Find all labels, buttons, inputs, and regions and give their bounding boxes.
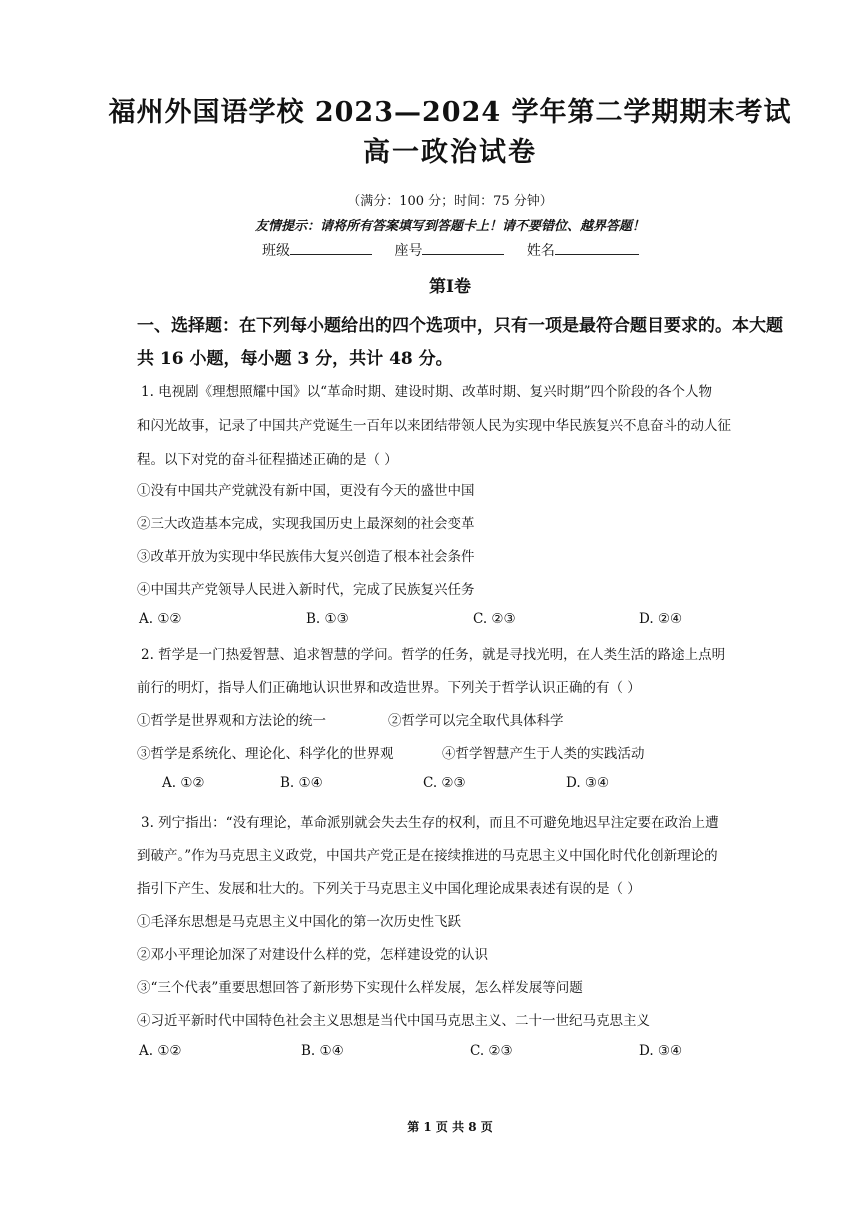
q3-statement-1: ①毛泽东思想是马克思主义中国化的第一次历史性飞跃 [137,914,461,930]
q2-statement-1: ①哲学是世界观和方法论的统一 [137,713,326,729]
q3-option-b: B. ①④ [301,1043,344,1059]
exam-tip: 友情提示：请将所有答案填写到答题卡上！请不要错位、越界答题！ [254,219,645,234]
q3-statement-4: ④习近平新时代中国特色社会主义思想是当代中国马克思主义、二十一世纪马克思主义 [137,1013,650,1029]
q3-stem-line3: 指引下产生、发展和壮大的。下列关于马克思主义中国化理论成果表述有误的是（ ） [137,881,641,897]
q2-stem-line1: 2. 哲学是一门热爱智慧、追求智慧的学问。哲学的任务，就是寻找光明，在人类生活的路途上点明 [141,647,726,663]
q2-option-c: C. ②③ [423,775,466,791]
q2-statement-4: ④哲学智慧产生于人类的实践活动 [442,746,645,762]
q2-option-d: D. ③④ [566,775,610,791]
q1-statement-1: ①没有中国共产党就没有新中国，更没有今天的盛世中国 [137,483,475,499]
q1-statement-3: ③改革开放为实现中华民族伟大复兴创造了根本社会条件 [137,549,475,565]
q1-option-a: A. ①② [139,611,182,627]
student-info-fields [262,240,639,260]
exam-meta: （满分：100 分；时间：75 分钟） [347,194,553,209]
name-label: 姓名 [526,243,555,259]
exam-subtitle: 高一政治试卷 [363,137,537,168]
q3-statement-2: ②邓小平理论加深了对建设什么样的党，怎样建设党的认识 [137,947,488,963]
q3-stem-line2: 到破产。”作为马克思主义政党，中国共产党正是在接续推进的马克思主义中国化时代化创新理论的 [137,848,718,864]
name-blank [555,240,639,255]
q1-statement-4: ④中国共产党领导人民进入新时代，完成了民族复兴任务 [137,582,475,598]
class-blank [290,240,372,255]
seat-label: 座号 [394,243,423,259]
q2-stem-line2: 前行的明灯，指导人们正确地认识世界和改造世界。下列关于哲学认识正确的有（ ） [137,680,641,696]
section-heading: 一、选择题：在下列每小题给出的四个选项中，只有一项是最符合题目要求的。本大题共 16 小题，每小题 3 分，共计 48 分。 [137,316,783,369]
exam-title: 福州外国语学校 2023—2024 学年第二学期期末考试 [108,97,792,128]
q3-option-d: D. ③④ [639,1043,683,1059]
volume-heading: 第Ⅰ卷 [429,277,471,297]
q1-statement-2: ②三大改造基本完成，实现我国历史上最深刻的社会变革 [137,516,475,532]
q3-stem-line1: 3. 列宁指出：“没有理论，革命派别就会失去生存的权利，而且不可避免地迟早注定要在政治上遭 [141,815,719,831]
q2-option-a: A. ①② [162,775,205,791]
q3-statement-3: ③“三个代表”重要思想回答了新形势下实现什么样发展，怎么样发展等问题 [137,980,583,996]
q2-statement-2: ②哲学可以完全取代具体科学 [388,713,564,729]
page-number: 第 1 页 共 8 页 [407,1120,493,1134]
q3-option-c: C. ②③ [470,1043,513,1059]
q1-option-d: D. ②④ [639,611,683,627]
q1-stem-line3: 程。以下对党的奋斗征程描述正确的是（ ） [137,452,398,468]
q1-stem-line1: 1. 电视剧《理想照耀中国》以“革命时期、建设时期、改革时期、复兴时期”四个阶段的各个人物 [141,384,712,400]
class-label: 班级 [262,243,290,259]
seat-blank [422,240,504,255]
q2-statement-3: ③哲学是系统化、理论化、科学化的世界观 [137,746,394,762]
q3-option-a: A. ①② [139,1043,182,1059]
q1-option-c: C. ②③ [473,611,516,627]
q1-option-b: B. ①③ [306,611,349,627]
q2-option-b: B. ①④ [280,775,323,791]
q1-stem-line2: 和闪光故事，记录了中国共产党诞生一百年以来团结带领人民为实现中华民族复兴不息奋斗的动人征 [137,418,731,434]
